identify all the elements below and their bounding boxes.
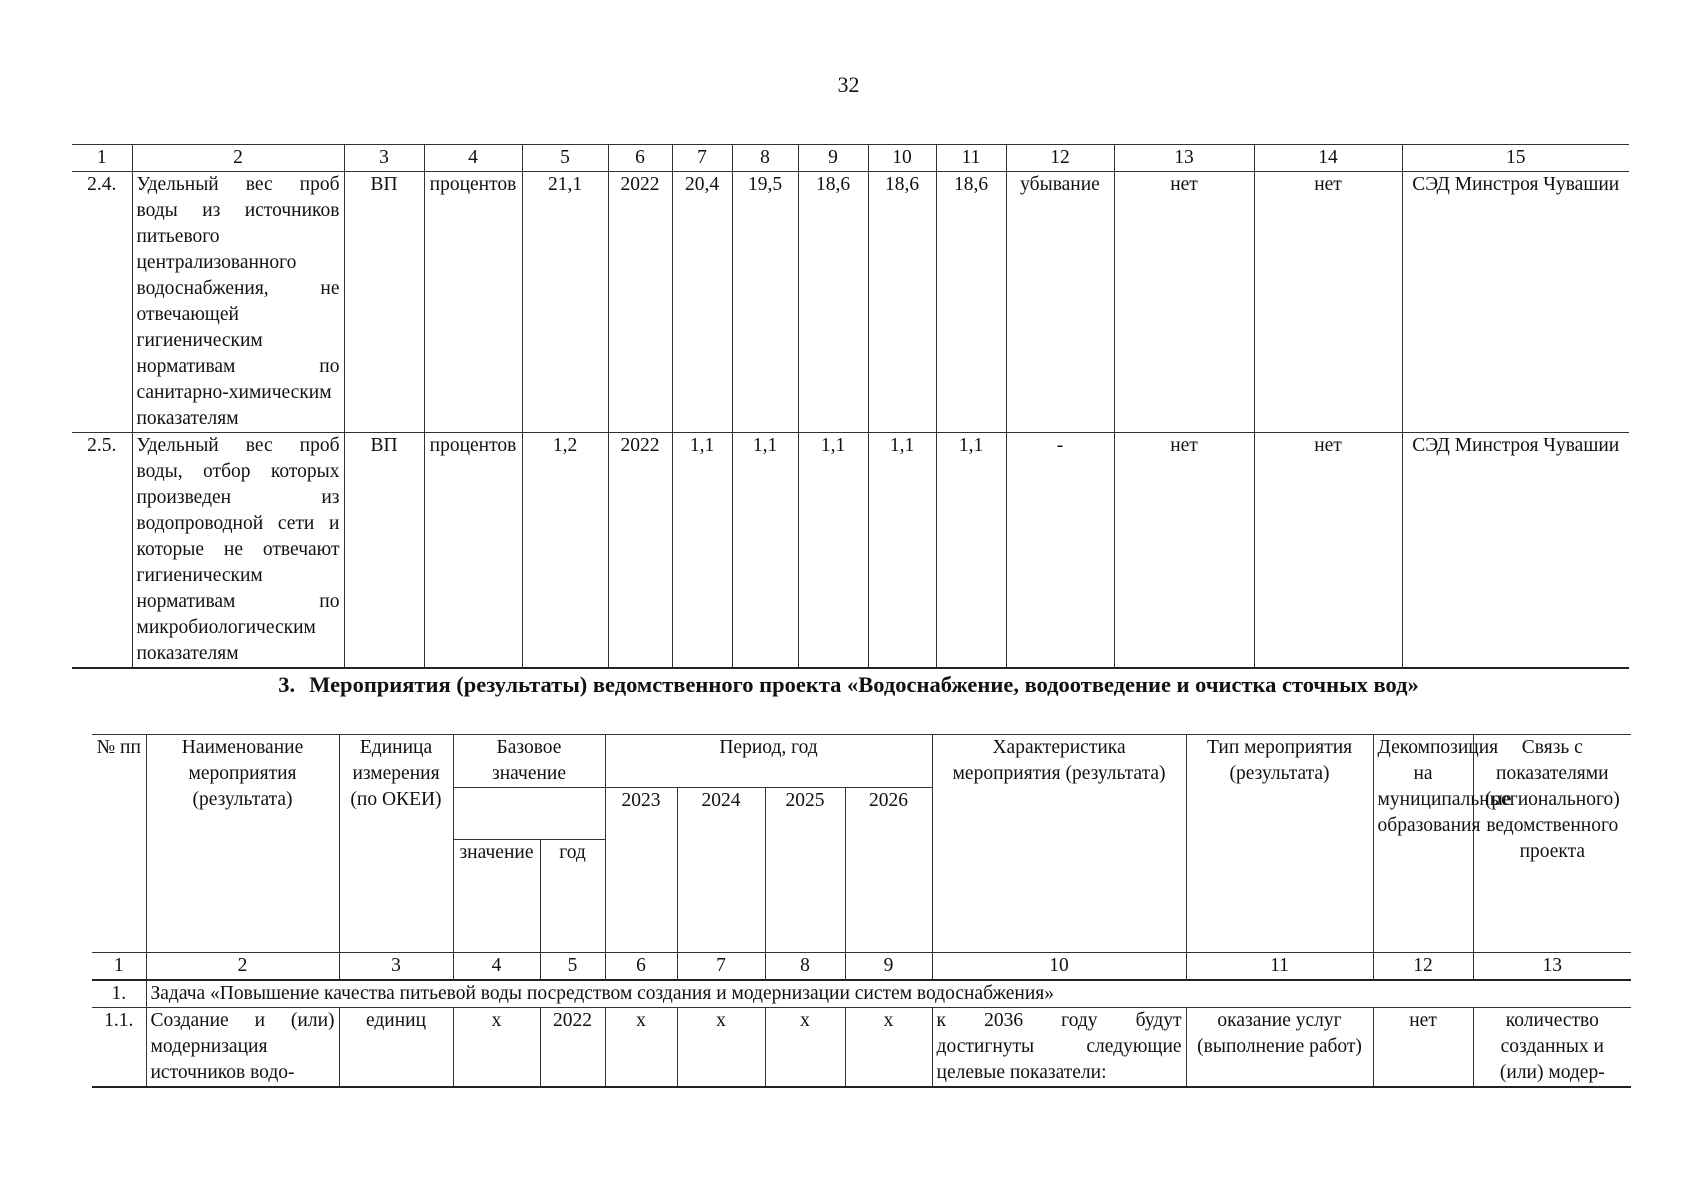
column-number: 14 xyxy=(1254,145,1402,172)
column-number: 10 xyxy=(932,953,1186,981)
column-number: 9 xyxy=(845,953,932,981)
column-numbers-row xyxy=(72,145,1629,172)
header-base-value: значение xyxy=(453,840,540,953)
header-base-spacer xyxy=(453,788,605,840)
task-number: 1. xyxy=(92,980,146,1008)
column-number: 8 xyxy=(732,145,798,172)
base-value: x xyxy=(453,1008,540,1088)
base-year: 2022 xyxy=(608,172,672,433)
value-cell: 1,1 xyxy=(672,433,732,669)
table-row xyxy=(72,172,1629,433)
header-base-year: год xyxy=(540,840,605,953)
column-number: 5 xyxy=(522,145,608,172)
header-type: Тип мероприятия (результата) xyxy=(1186,735,1373,953)
section-number: 3. xyxy=(278,672,296,697)
activity-unit: единиц xyxy=(339,1008,453,1088)
column-number: 2 xyxy=(146,953,339,981)
flag-cell: нет xyxy=(1114,172,1254,433)
value-cell: 1,1 xyxy=(936,433,1006,669)
value-cell: 1,1 xyxy=(868,433,936,669)
table-row xyxy=(72,433,1629,669)
section-title xyxy=(0,672,1697,698)
column-number: 4 xyxy=(424,145,522,172)
indicator-name: Удельный вес проб воды, отбор которых произведен из водопроводной сети и которые не отвечают гигиеническим нормативам по микробиологическим показателям xyxy=(132,433,344,669)
header-characteristic: Характеристика мероприятия (результата) xyxy=(932,735,1186,953)
column-number: 11 xyxy=(1186,953,1373,981)
flag-cell: нет xyxy=(1114,433,1254,669)
task-text: Задача «Повышение качества питьевой воды посредством создания и модернизации систем водоснабжения» xyxy=(146,980,1631,1008)
trend-cell: убывание xyxy=(1006,172,1114,433)
base-year: 2022 xyxy=(608,433,672,669)
row-number: 2.5. xyxy=(72,433,132,669)
column-number: 5 xyxy=(540,953,605,981)
table-row xyxy=(92,1008,1631,1088)
column-numbers-row xyxy=(92,953,1631,981)
column-number: 12 xyxy=(1373,953,1473,981)
info-system-cell: СЭД Минстроя Чувашии xyxy=(1402,172,1629,433)
activities-table xyxy=(92,734,1631,1088)
column-number: 9 xyxy=(798,145,868,172)
page-number: 32 xyxy=(837,72,860,97)
base-value: 21,1 xyxy=(522,172,608,433)
header-period: Период, год xyxy=(605,735,932,788)
column-number: 1 xyxy=(72,145,132,172)
flag-cell: нет xyxy=(1254,433,1402,669)
value-cell: x xyxy=(677,1008,765,1088)
column-number: 11 xyxy=(936,145,1006,172)
activity-decomposition: нет xyxy=(1373,1008,1473,1088)
column-number: 3 xyxy=(344,145,424,172)
header-link: Связь с показателями (регионального) ведомственного проекта xyxy=(1473,735,1631,953)
value-cell: 18,6 xyxy=(798,172,868,433)
indicator-level: ВП xyxy=(344,433,424,669)
value-cell: x xyxy=(765,1008,845,1088)
column-number: 2 xyxy=(132,145,344,172)
value-cell: 18,6 xyxy=(936,172,1006,433)
indicators-table xyxy=(72,144,1629,669)
header-unit: Единица измерения (по ОКЕИ) xyxy=(339,735,453,953)
value-cell: 1,1 xyxy=(732,433,798,669)
column-number: 6 xyxy=(605,953,677,981)
header-base: Базовое значение xyxy=(453,735,605,788)
header-year: 2024 xyxy=(677,788,765,953)
column-number: 7 xyxy=(672,145,732,172)
header-name: Наименование мероприятия (результата) xyxy=(146,735,339,953)
indicator-level: ВП xyxy=(344,172,424,433)
column-number: 7 xyxy=(677,953,765,981)
column-number: 3 xyxy=(339,953,453,981)
column-number: 10 xyxy=(868,145,936,172)
column-number: 6 xyxy=(608,145,672,172)
activity-name: Создание и (или) модернизация источников водо- xyxy=(146,1008,339,1088)
indicator-unit: процентов xyxy=(424,433,522,669)
column-number: 12 xyxy=(1006,145,1114,172)
base-value: 1,2 xyxy=(522,433,608,669)
header-row xyxy=(92,735,1631,788)
header-year: 2026 xyxy=(845,788,932,953)
info-system-cell: СЭД Минстроя Чувашии xyxy=(1402,433,1629,669)
trend-cell: - xyxy=(1006,433,1114,669)
value-cell: 18,6 xyxy=(868,172,936,433)
value-cell: 1,1 xyxy=(798,433,868,669)
flag-cell: нет xyxy=(1254,172,1402,433)
section-title-text: Мероприятия (результаты) ведомственного проекта «Водоснабжение, водоотведение и очистка сточных вод» xyxy=(309,672,1419,697)
value-cell: x xyxy=(845,1008,932,1088)
value-cell: 19,5 xyxy=(732,172,798,433)
task-row xyxy=(92,980,1631,1008)
column-number: 1 xyxy=(92,953,146,981)
column-number: 13 xyxy=(1473,953,1631,981)
header-num: № пп xyxy=(92,735,146,953)
base-year: 2022 xyxy=(540,1008,605,1088)
column-number: 8 xyxy=(765,953,845,981)
column-number: 4 xyxy=(453,953,540,981)
header-year: 2025 xyxy=(765,788,845,953)
activity-type: оказание услуг (выполнение работ) xyxy=(1186,1008,1373,1088)
indicator-name: Удельный вес проб воды из источников питьевого централизованного водоснабжения, не отвечающей гигиеническим нормативам по санитарно-химическим показателям xyxy=(132,172,344,433)
activity-characteristic: к 2036 году будут достигнуты следующие целевые показатели: xyxy=(932,1008,1186,1088)
header-year: 2023 xyxy=(605,788,677,953)
value-cell: 20,4 xyxy=(672,172,732,433)
row-number: 1.1. xyxy=(92,1008,146,1088)
indicator-unit: процентов xyxy=(424,172,522,433)
column-number: 13 xyxy=(1114,145,1254,172)
row-number: 2.4. xyxy=(72,172,132,433)
value-cell: x xyxy=(605,1008,677,1088)
column-number: 15 xyxy=(1402,145,1629,172)
header-decomposition: Декомпозиция на муниципальные образования xyxy=(1373,735,1473,953)
activity-link: количество созданных и (или) модер- xyxy=(1473,1008,1631,1088)
